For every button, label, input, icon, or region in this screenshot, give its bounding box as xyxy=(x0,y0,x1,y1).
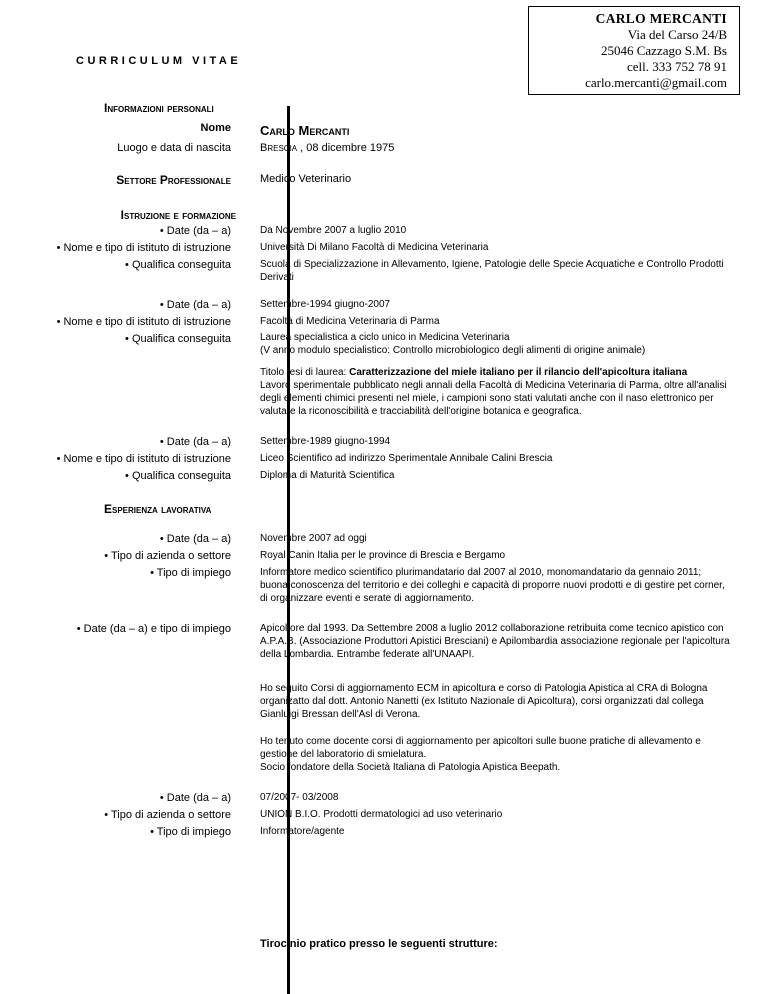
job1-company-label: • Tipo di azienda o settore xyxy=(104,550,231,562)
contact-name: CARLO MERCANTI xyxy=(595,11,727,26)
birth-value xyxy=(260,142,730,155)
job1-role-label: • Tipo di impiego xyxy=(150,567,231,579)
edu2-qual-note: (V anno modulo specialistico: Controllo microbiologico degli alimenti di origine animale) xyxy=(260,345,646,356)
job3-role-label: • Tipo di impiego xyxy=(150,826,231,838)
name-value: Carlo Mercanti xyxy=(260,123,350,138)
job1-role: Informatore medico scientifico plurimandatario dal 2007 al 2010, monomandatario da gennaio 2011; buona conoscenza del territorio e dei colleghi e capacità di proporre nuovi prodotti e di gestire pet corner, di organizzare eventi e serate di aggiornamento. xyxy=(260,567,725,604)
edu3-qual-label: • Qualifica conseguita xyxy=(125,470,231,482)
job2-p4: Socio fondatore della Società Italiana di Patologia Apistica Beepath. xyxy=(260,762,561,773)
edu2-inst-label: • Nome e tipo di istituto di istruzione xyxy=(56,316,231,328)
section-heading-sector: Settore Professionale xyxy=(116,173,231,187)
contact-address: Via del Carso 24/B xyxy=(627,27,727,42)
edu2-inst: Facoltà di Medicina Veterinaria di Parma xyxy=(260,316,440,327)
sector-value: Medico Veterinario xyxy=(260,173,352,185)
contact-box xyxy=(528,6,740,95)
section-heading-education: Istruzione e formazione xyxy=(120,208,236,222)
job3-date: 07/2007- 03/2008 xyxy=(260,792,339,803)
job2-p2: Ho seguito Corsi di aggiornamento ECM in apicoltura e corso di Patologia Apistica al CRA di Bologna organizatto dal dott. Antonio Nanetti (ex Istituto Nazionale di Apicoltura), corsi organizzati dal collega Gianluigi Bressan dell'Asl di Verona. xyxy=(260,683,708,720)
edu1-inst: Università Di Milano Facoltà di Medicina Veterinaria xyxy=(260,242,489,253)
job1-date-label: • Date (da – a) xyxy=(159,533,231,545)
edu2-date: Settembre-1994 giugno-2007 xyxy=(260,299,391,310)
edu3-qual: Diploma di Maturità Scientifica xyxy=(260,470,395,481)
contact-email: carlo.mercanti@gmail.com xyxy=(585,75,727,90)
edu2-qual xyxy=(260,331,730,357)
contact-city: 25046 Cazzago S.M. Bs xyxy=(600,43,727,58)
name-label: Nome xyxy=(200,122,231,134)
contact-phone: cell. 333 752 78 91 xyxy=(626,59,727,74)
job3-company: UNION B.I.O. Prodotti dermatologici ad uso veterinario xyxy=(260,809,503,820)
edu1-date-label: • Date (da – a) xyxy=(159,225,231,237)
job1-company: Royal Canin Italia per le province di Brescia e Bergamo xyxy=(260,550,506,561)
document-title: CURRICULUM VITAE xyxy=(76,55,242,67)
section-heading-experience: Esperienza lavorativa xyxy=(104,502,212,516)
edu3-date-label: • Date (da – a) xyxy=(159,436,231,448)
job2-p3: Ho tenuto come docente corsi di aggiornamento per apicoltori sulle buone pratiche di allevamento e gestione del laboratorio di smielatura. xyxy=(260,736,701,760)
thesis-title: Caratterizzazione del miele italiano per il rilancio dell'apicoltura italiana xyxy=(349,367,688,378)
job2-label: • Date (da – a) e tipo di impiego xyxy=(76,623,231,635)
edu2-qual-label: • Qualifica conseguita xyxy=(125,333,231,345)
job2-p1: Apicoltore dal 1993. Da Settembre 2008 a luglio 2012 collaborazione retribuita come tecnico apistico con A.P.A.B. (Associazione Produttori Apistici Bresciani) e Apilombardia associazione regionale per l'apicoltura della Lombardia. Entrambe federate all'UNAAPI. xyxy=(260,623,730,660)
birth-label: Luogo e data di nascita xyxy=(117,142,231,154)
edu2-date-label: • Date (da – a) xyxy=(159,299,231,311)
edu3-inst-label: • Nome e tipo di istituto di istruzione xyxy=(56,453,231,465)
job3-date-label: • Date (da – a) xyxy=(159,792,231,804)
edu1-inst-label: • Nome e tipo di istituto di istruzione xyxy=(56,242,231,254)
section-heading-personal: Informazioni personali xyxy=(104,101,214,115)
edu2-qual-text: Laurea specialistica a ciclo unico in Medicina Veterinaria xyxy=(260,332,510,343)
job3-role: Informatore/agente xyxy=(260,826,345,837)
edu1-qual: Scuola di Specializzazione in Allevamento, Igiene, Patologie delle Specie Acquatiche e Controllo Prodotti Derivati xyxy=(260,259,724,283)
internship-heading: Tirocinio pratico presso le seguenti strutture: xyxy=(260,938,498,950)
thesis-text: Lavoro sperimentale pubblicato negli annali della Facoltà di Medicina Veterinaria di Parma, oltre all'analisi degli elementi chimici presenti nel miele, i campioni sono stati valutati anche con il naso elettronico per valutare la riconoscibilità e tracciabilità dell'origine botanica e geografica. xyxy=(260,380,727,417)
job1-date: Novembre 2007 ad oggi xyxy=(260,533,367,544)
birth-date: , 08 dicembre 1975 xyxy=(297,142,395,154)
job3-company-label: • Tipo di azienda o settore xyxy=(104,809,231,821)
edu3-inst: Liceo Scientifico ad indirizzo Sperimentale Annibale Calini Brescia xyxy=(260,453,553,464)
edu1-qual-label: • Qualifica conseguita xyxy=(125,259,231,271)
thesis-block xyxy=(260,366,730,418)
edu1-date: Da Novembre 2007 a luglio 2010 xyxy=(260,225,407,236)
thesis-prefix: Titolo tesi di laurea: xyxy=(260,367,350,378)
birth-city: Brescia xyxy=(260,142,298,154)
edu3-date: Settembre-1989 giugno-1994 xyxy=(260,436,391,447)
